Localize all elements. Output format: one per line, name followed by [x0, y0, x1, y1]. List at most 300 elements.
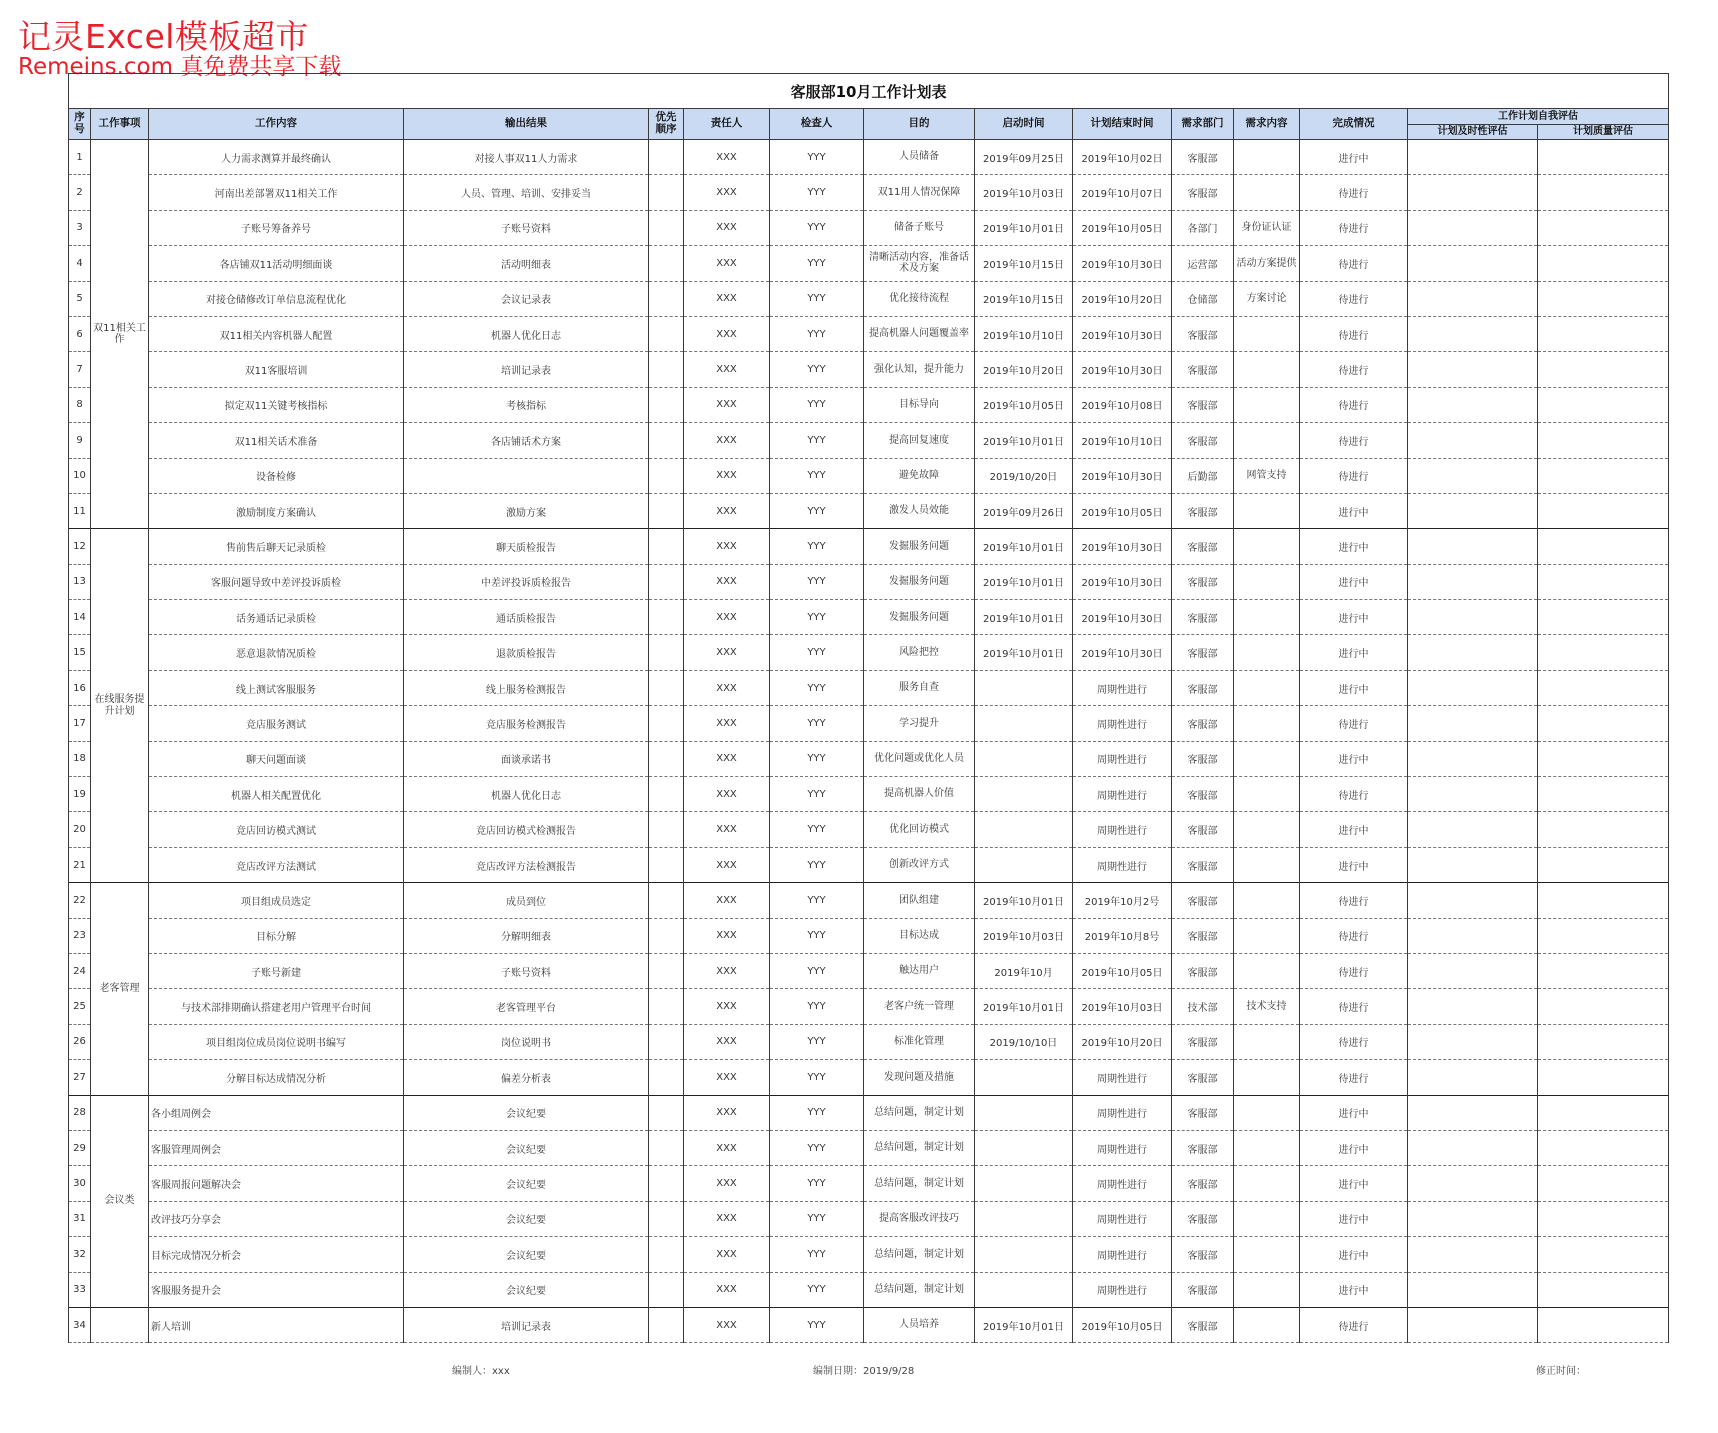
- cell-start: 2019年10月: [975, 953, 1073, 988]
- cell-checker: YYY: [770, 1024, 864, 1059]
- table-row: [69, 493, 1669, 528]
- cell-content: 改评技巧分享会: [149, 1201, 404, 1236]
- cell-dept: 客服部: [1172, 741, 1234, 776]
- cell-owner: XXX: [684, 423, 770, 458]
- cell-owner: XXX: [684, 1095, 770, 1130]
- cell-content: 各店铺双11活动明细面谈: [149, 246, 404, 281]
- cell-owner: XXX: [684, 883, 770, 918]
- cell-demand: [1234, 670, 1300, 705]
- work-plan-sheet: [68, 73, 1668, 1343]
- cell-demand: [1234, 1201, 1300, 1236]
- cell-output: 会议纪要: [404, 1166, 649, 1201]
- cell-eval-time: [1408, 1307, 1538, 1342]
- cell-checker: YYY: [770, 1060, 864, 1095]
- table-row: [69, 883, 1669, 918]
- cell-output: 竞店服务检测报告: [404, 706, 649, 741]
- cell-owner: XXX: [684, 1272, 770, 1307]
- cell-seq: 7: [69, 352, 91, 387]
- cell-owner: XXX: [684, 1024, 770, 1059]
- cell-owner: XXX: [684, 352, 770, 387]
- table-row: [69, 529, 1669, 564]
- cell-seq: 10: [69, 458, 91, 493]
- cell-priority: [649, 600, 684, 635]
- cell-checker: YYY: [770, 706, 864, 741]
- cell-output: 会议纪要: [404, 1130, 649, 1165]
- cell-checker: YYY: [770, 741, 864, 776]
- cell-priority: [649, 281, 684, 316]
- cell-start: 2019年10月15日: [975, 281, 1073, 316]
- cell-output: 培训记录表: [404, 352, 649, 387]
- cell-purpose: 服务自查: [864, 670, 975, 705]
- cell-end: 2019年10月30日: [1073, 635, 1172, 670]
- cell-end: 2019年10月05日: [1073, 953, 1172, 988]
- table-row: [69, 423, 1669, 458]
- cell-end: 周期性进行: [1073, 706, 1172, 741]
- cell-dept: 客服部: [1172, 564, 1234, 599]
- cell-demand: [1234, 387, 1300, 422]
- cell-eval-quality: [1538, 1024, 1669, 1059]
- cell-owner: XXX: [684, 1130, 770, 1165]
- cell-purpose: 发掘服务问题: [864, 529, 975, 564]
- cell-seq: 27: [69, 1060, 91, 1095]
- cell-end: 周期性进行: [1073, 1166, 1172, 1201]
- cell-checker: YYY: [770, 529, 864, 564]
- cell-content: 机器人相关配置优化: [149, 777, 404, 812]
- watermark-line1: 记灵Excel模板超市: [18, 17, 309, 56]
- cell-eval-time: [1408, 918, 1538, 953]
- cell-demand: 活动方案提供: [1234, 246, 1300, 281]
- cell-dept: 客服部: [1172, 1272, 1234, 1307]
- header-priority: 优先顺序: [649, 109, 684, 140]
- table-row: [69, 847, 1669, 882]
- cell-content: 竞店服务测试: [149, 706, 404, 741]
- cell-priority: [649, 529, 684, 564]
- cell-purpose: 总结问题，制定计划: [864, 1166, 975, 1201]
- cell-dept: 客服部: [1172, 918, 1234, 953]
- cell-eval-quality: [1538, 529, 1669, 564]
- cell-end: 2019年10月02日: [1073, 140, 1172, 175]
- cell-dept: 客服部: [1172, 1237, 1234, 1272]
- cell-owner: XXX: [684, 847, 770, 882]
- cell-priority: [649, 352, 684, 387]
- cell-demand: [1234, 706, 1300, 741]
- cell-eval-time: [1408, 741, 1538, 776]
- cell-category: [91, 1307, 149, 1342]
- cell-status: 进行中: [1300, 564, 1408, 599]
- cell-dept: 后勤部: [1172, 458, 1234, 493]
- cell-content: 双11相关内容机器人配置: [149, 316, 404, 351]
- cell-start: [975, 1060, 1073, 1095]
- cell-purpose: 发现问题及措施: [864, 1060, 975, 1095]
- cell-checker: YYY: [770, 1307, 864, 1342]
- cell-end: 周期性进行: [1073, 741, 1172, 776]
- cell-owner: XXX: [684, 1166, 770, 1201]
- cell-end: 周期性进行: [1073, 1237, 1172, 1272]
- cell-output: 老客管理平台: [404, 989, 649, 1024]
- cell-priority: [649, 175, 684, 210]
- cell-eval-quality: [1538, 352, 1669, 387]
- table-row: [69, 1024, 1669, 1059]
- cell-seq: 17: [69, 706, 91, 741]
- cell-demand: [1234, 1237, 1300, 1272]
- header-end: 计划结束时间: [1073, 109, 1172, 140]
- cell-owner: XXX: [684, 777, 770, 812]
- cell-eval-quality: [1538, 1307, 1669, 1342]
- cell-eval-quality: [1538, 458, 1669, 493]
- cell-content: 新人培训: [149, 1307, 404, 1342]
- cell-dept: 客服部: [1172, 1201, 1234, 1236]
- cell-demand: [1234, 140, 1300, 175]
- cell-eval-time: [1408, 1237, 1538, 1272]
- cell-dept: 客服部: [1172, 175, 1234, 210]
- table-row: [69, 140, 1669, 175]
- cell-start: [975, 1166, 1073, 1201]
- cell-priority: [649, 458, 684, 493]
- cell-eval-time: [1408, 670, 1538, 705]
- cell-eval-quality: [1538, 1095, 1669, 1130]
- cell-eval-time: [1408, 423, 1538, 458]
- cell-eval-time: [1408, 847, 1538, 882]
- cell-priority: [649, 741, 684, 776]
- cell-eval-quality: [1538, 741, 1669, 776]
- cell-priority: [649, 1166, 684, 1201]
- cell-content: 客服服务提升会: [149, 1272, 404, 1307]
- cell-eval-time: [1408, 140, 1538, 175]
- cell-dept: 仓储部: [1172, 281, 1234, 316]
- cell-content: 双11客服培训: [149, 352, 404, 387]
- cell-seq: 18: [69, 741, 91, 776]
- cell-owner: XXX: [684, 140, 770, 175]
- cell-output: 对接人事双11人力需求: [404, 140, 649, 175]
- cell-output: 激励方案: [404, 493, 649, 528]
- cell-start: 2019年10月01日: [975, 423, 1073, 458]
- cell-eval-quality: [1538, 1166, 1669, 1201]
- cell-eval-quality: [1538, 493, 1669, 528]
- cell-checker: YYY: [770, 600, 864, 635]
- cell-priority: [649, 953, 684, 988]
- cell-output: 会议纪要: [404, 1095, 649, 1130]
- cell-demand: [1234, 352, 1300, 387]
- cell-purpose: 总结问题，制定计划: [864, 1095, 975, 1130]
- cell-eval-time: [1408, 564, 1538, 599]
- cell-start: 2019年10月01日: [975, 600, 1073, 635]
- cell-owner: XXX: [684, 175, 770, 210]
- header-seq: 序号: [69, 109, 91, 140]
- cell-content: 恶意退款情况质检: [149, 635, 404, 670]
- cell-priority: [649, 1237, 684, 1272]
- cell-seq: 15: [69, 635, 91, 670]
- cell-dept: 各部门: [1172, 210, 1234, 245]
- cell-output: 竞店改评方法检测报告: [404, 847, 649, 882]
- cell-purpose: 目标导向: [864, 387, 975, 422]
- cell-start: 2019年10月01日: [975, 635, 1073, 670]
- cell-dept: 客服部: [1172, 706, 1234, 741]
- table-row: [69, 1307, 1669, 1342]
- cell-demand: 身份证认证: [1234, 210, 1300, 245]
- cell-checker: YYY: [770, 812, 864, 847]
- cell-checker: YYY: [770, 387, 864, 422]
- work-plan-table: [68, 73, 1669, 1343]
- cell-status: 待进行: [1300, 387, 1408, 422]
- table-body: [69, 140, 1669, 1343]
- header-demand: 需求内容: [1234, 109, 1300, 140]
- header-category: 工作事项: [91, 109, 149, 140]
- cell-dept: 客服部: [1172, 1060, 1234, 1095]
- cell-eval-time: [1408, 706, 1538, 741]
- watermark-line2: Remeins.com 真免费共享下载: [18, 54, 342, 80]
- header-self-eval: 工作计划自我评估: [1408, 109, 1669, 125]
- cell-demand: [1234, 1024, 1300, 1059]
- cell-owner: XXX: [684, 281, 770, 316]
- table-row: [69, 1237, 1669, 1272]
- cell-purpose: 总结问题，制定计划: [864, 1272, 975, 1307]
- cell-demand: [1234, 918, 1300, 953]
- cell-seq: 20: [69, 812, 91, 847]
- cell-owner: XXX: [684, 210, 770, 245]
- cell-eval-quality: [1538, 777, 1669, 812]
- cell-seq: 31: [69, 1201, 91, 1236]
- cell-eval-quality: [1538, 246, 1669, 281]
- cell-end: 周期性进行: [1073, 1060, 1172, 1095]
- cell-checker: YYY: [770, 777, 864, 812]
- cell-content: 目标完成情况分析会: [149, 1237, 404, 1272]
- cell-status: 待进行: [1300, 175, 1408, 210]
- cell-start: [975, 812, 1073, 847]
- cell-start: 2019年10月01日: [975, 883, 1073, 918]
- cell-eval-quality: [1538, 706, 1669, 741]
- cell-priority: [649, 1201, 684, 1236]
- cell-start: 2019/10/10日: [975, 1024, 1073, 1059]
- cell-seq: 33: [69, 1272, 91, 1307]
- cell-start: 2019年09月26日: [975, 493, 1073, 528]
- cell-checker: YYY: [770, 1237, 864, 1272]
- cell-dept: 客服部: [1172, 812, 1234, 847]
- cell-output: 退款质检报告: [404, 635, 649, 670]
- cell-purpose: 人员培养: [864, 1307, 975, 1342]
- cell-demand: [1234, 1060, 1300, 1095]
- cell-purpose: 激发人员效能: [864, 493, 975, 528]
- header-checker: 检查人: [770, 109, 864, 140]
- cell-priority: [649, 670, 684, 705]
- cell-checker: YYY: [770, 883, 864, 918]
- cell-seq: 32: [69, 1237, 91, 1272]
- cell-dept: 客服部: [1172, 600, 1234, 635]
- cell-status: 待进行: [1300, 989, 1408, 1024]
- cell-priority: [649, 706, 684, 741]
- cell-checker: YYY: [770, 847, 864, 882]
- cell-end: 周期性进行: [1073, 670, 1172, 705]
- cell-end: 2019年10月30日: [1073, 458, 1172, 493]
- cell-status: 进行中: [1300, 1095, 1408, 1130]
- cell-owner: XXX: [684, 1060, 770, 1095]
- table-row: [69, 812, 1669, 847]
- cell-status: 待进行: [1300, 883, 1408, 918]
- cell-demand: [1234, 812, 1300, 847]
- cell-owner: XXX: [684, 1237, 770, 1272]
- cell-content: 客服周报问题解决会: [149, 1166, 404, 1201]
- cell-purpose: 总结问题，制定计划: [864, 1237, 975, 1272]
- cell-status: 待进行: [1300, 918, 1408, 953]
- cell-seq: 22: [69, 883, 91, 918]
- cell-eval-quality: [1538, 423, 1669, 458]
- table-row: [69, 635, 1669, 670]
- cell-demand: [1234, 1130, 1300, 1165]
- cell-status: 待进行: [1300, 423, 1408, 458]
- cell-start: [975, 1237, 1073, 1272]
- cell-status: 待进行: [1300, 352, 1408, 387]
- table-row: [69, 1166, 1669, 1201]
- cell-output: 机器人优化日志: [404, 316, 649, 351]
- cell-owner: XXX: [684, 989, 770, 1024]
- cell-content: 客服管理周例会: [149, 1130, 404, 1165]
- cell-demand: [1234, 777, 1300, 812]
- cell-demand: 技术支持: [1234, 989, 1300, 1024]
- cell-eval-quality: [1538, 847, 1669, 882]
- table-row: [69, 316, 1669, 351]
- cell-status: 进行中: [1300, 1272, 1408, 1307]
- cell-content: 话务通话记录质检: [149, 600, 404, 635]
- cell-purpose: 老客户统一管理: [864, 989, 975, 1024]
- cell-priority: [649, 918, 684, 953]
- cell-start: 2019年10月03日: [975, 918, 1073, 953]
- cell-status: 进行中: [1300, 140, 1408, 175]
- cell-seq: 28: [69, 1095, 91, 1130]
- cell-content: 拟定双11关键考核指标: [149, 387, 404, 422]
- cell-end: 2019年10月20日: [1073, 281, 1172, 316]
- cell-end: 2019年10月07日: [1073, 175, 1172, 210]
- cell-purpose: 发掘服务问题: [864, 600, 975, 635]
- cell-checker: YYY: [770, 989, 864, 1024]
- cell-eval-quality: [1538, 387, 1669, 422]
- cell-priority: [649, 635, 684, 670]
- cell-purpose: 清晰活动内容，准备话术及方案: [864, 246, 975, 281]
- cell-purpose: 双11用人情况保障: [864, 175, 975, 210]
- cell-priority: [649, 883, 684, 918]
- cell-eval-time: [1408, 635, 1538, 670]
- cell-start: [975, 706, 1073, 741]
- cell-eval-quality: [1538, 1272, 1669, 1307]
- cell-output: 成员到位: [404, 883, 649, 918]
- table-row: [69, 1272, 1669, 1307]
- cell-content: 各小组周例会: [149, 1095, 404, 1130]
- cell-demand: [1234, 847, 1300, 882]
- cell-end: 2019年10月08日: [1073, 387, 1172, 422]
- cell-purpose: 优化问题或优化人员: [864, 741, 975, 776]
- cell-status: 进行中: [1300, 635, 1408, 670]
- cell-demand: [1234, 600, 1300, 635]
- cell-priority: [649, 1307, 684, 1342]
- cell-owner: XXX: [684, 458, 770, 493]
- cell-checker: YYY: [770, 246, 864, 281]
- cell-end: 2019年10月05日: [1073, 493, 1172, 528]
- cell-eval-quality: [1538, 281, 1669, 316]
- cell-category: 老客管理: [91, 883, 149, 1095]
- cell-end: 2019年10月30日: [1073, 352, 1172, 387]
- cell-checker: YYY: [770, 670, 864, 705]
- cell-status: 待进行: [1300, 246, 1408, 281]
- cell-status: 进行中: [1300, 529, 1408, 564]
- cell-start: [975, 741, 1073, 776]
- cell-output: 中差评投诉质检报告: [404, 564, 649, 599]
- cell-output: 偏差分析表: [404, 1060, 649, 1095]
- cell-seq: 11: [69, 493, 91, 528]
- cell-category: 双11相关工作: [91, 140, 149, 529]
- cell-priority: [649, 564, 684, 599]
- cell-eval-time: [1408, 352, 1538, 387]
- cell-eval-quality: [1538, 316, 1669, 351]
- cell-eval-time: [1408, 493, 1538, 528]
- cell-start: [975, 670, 1073, 705]
- cell-checker: YYY: [770, 423, 864, 458]
- cell-dept: 客服部: [1172, 1095, 1234, 1130]
- cell-status: 进行中: [1300, 493, 1408, 528]
- cell-eval-time: [1408, 1060, 1538, 1095]
- cell-purpose: 提高回复速度: [864, 423, 975, 458]
- cell-seq: 3: [69, 210, 91, 245]
- header-status: 完成情况: [1300, 109, 1408, 140]
- cell-purpose: 团队组建: [864, 883, 975, 918]
- cell-priority: [649, 140, 684, 175]
- cell-priority: [649, 812, 684, 847]
- cell-priority: [649, 246, 684, 281]
- table-row: [69, 246, 1669, 281]
- cell-content: 项目组岗位成员岗位说明书编写: [149, 1024, 404, 1059]
- cell-eval-time: [1408, 777, 1538, 812]
- cell-output: 会议纪要: [404, 1272, 649, 1307]
- cell-eval-quality: [1538, 210, 1669, 245]
- cell-owner: XXX: [684, 316, 770, 351]
- cell-seq: 5: [69, 281, 91, 316]
- header-content: 工作内容: [149, 109, 404, 140]
- cell-end: 2019年10月20日: [1073, 1024, 1172, 1059]
- cell-end: 周期性进行: [1073, 812, 1172, 847]
- cell-content: 子账号筹备养号: [149, 210, 404, 245]
- cell-eval-quality: [1538, 812, 1669, 847]
- cell-owner: XXX: [684, 564, 770, 599]
- cell-content: 目标分解: [149, 918, 404, 953]
- header-purpose: 目的: [864, 109, 975, 140]
- cell-owner: XXX: [684, 387, 770, 422]
- cell-checker: YYY: [770, 140, 864, 175]
- cell-start: [975, 847, 1073, 882]
- cell-demand: [1234, 1272, 1300, 1307]
- table-row: [69, 918, 1669, 953]
- table-row: [69, 175, 1669, 210]
- cell-eval-time: [1408, 458, 1538, 493]
- header-eval-quality: 计划质量评估: [1538, 124, 1669, 140]
- cell-priority: [649, 316, 684, 351]
- cell-checker: YYY: [770, 352, 864, 387]
- watermark: [18, 17, 342, 80]
- cell-end: 周期性进行: [1073, 1095, 1172, 1130]
- table-row: [69, 564, 1669, 599]
- cell-dept: 运营部: [1172, 246, 1234, 281]
- cell-priority: [649, 847, 684, 882]
- cell-demand: 方案讨论: [1234, 281, 1300, 316]
- cell-status: 待进行: [1300, 706, 1408, 741]
- table-row: [69, 1095, 1669, 1130]
- cell-purpose: 提高客服改评技巧: [864, 1201, 975, 1236]
- table-row: [69, 741, 1669, 776]
- cell-checker: YYY: [770, 281, 864, 316]
- cell-end: 2019年10月03日: [1073, 989, 1172, 1024]
- cell-checker: YYY: [770, 1201, 864, 1236]
- cell-dept: 技术部: [1172, 989, 1234, 1024]
- cell-owner: XXX: [684, 812, 770, 847]
- page-title: 客服部10月工作计划表: [69, 74, 1669, 109]
- cell-output: 面谈承诺书: [404, 741, 649, 776]
- cell-content: 与技术部排期确认搭建老用户管理平台时间: [149, 989, 404, 1024]
